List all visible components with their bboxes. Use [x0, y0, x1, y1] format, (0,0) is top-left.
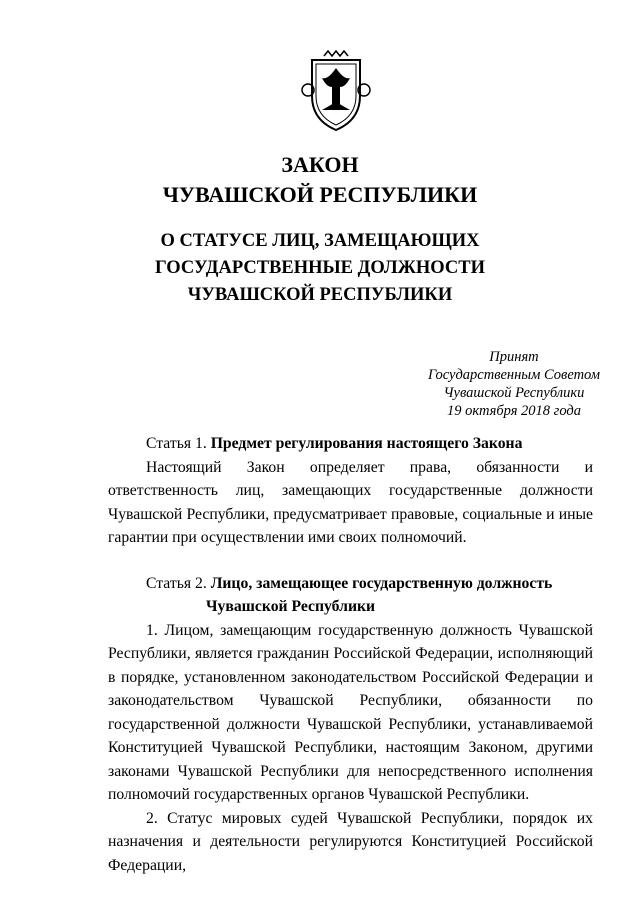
- adoption-line: Чувашской Республики: [443, 385, 585, 401]
- subtitle-line: ГОСУДАРСТВЕННЫЕ ДОЛЖНОСТИ: [154, 258, 486, 278]
- article-2-heading: [108, 572, 593, 619]
- law-title: [0, 150, 640, 210]
- title-line: ЧУВАШСКОЙ РЕСПУБЛИКИ: [162, 182, 478, 207]
- law-body: [108, 432, 593, 877]
- adoption-line: Государственным Советом: [427, 367, 600, 383]
- article-2-title: Лицо, замещающее государственную должность Чувашской Республики: [206, 574, 553, 615]
- article-1-text: Настоящий Закон определяет права, обязанности и ответственность лиц, замещающих государственные должности Чувашской Республики, предусматривает правовые, социальные и иные гарантии при осуществлении ими своих полномочий.: [108, 458, 593, 546]
- article-2-prefix: Статья 2.: [146, 574, 207, 592]
- article-1-title: Предмет регулирования настоящего Закона: [210, 435, 523, 452]
- adoption-line: Принят: [489, 349, 539, 365]
- law-subtitle: [0, 228, 640, 309]
- article-1-prefix: Статья 1.: [146, 435, 207, 452]
- subtitle-line: О СТАТУСЕ ЛИЦ, ЗАМЕЩАЮЩИХ: [160, 231, 480, 251]
- article-1-heading: [146, 432, 593, 456]
- article-2-para-1: 1. Лицом, замещающим государственную должность Чувашской Республики, является гражданин Российской Федерации, исполняющий в порядке, установленном законодательством Российской Федерации и законодательством Чувашской Республики, обязанности по государственной должности Чувашской Республики, устанавливаемой Конституцией Чувашской Республики, настоящим Законом, другими законами Чувашской Республики для непосредственного исполнения полномочий государственных органов Чувашской Республики.: [108, 621, 593, 803]
- adoption-note: [428, 348, 600, 420]
- subtitle-line: ЧУВАШСКОЙ РЕСПУБЛИКИ: [187, 285, 453, 305]
- article-2-para-2: 2. Статус мировых судей Чувашской Республики, порядок их назначения и деятельности регулируются Конституцией Российской Федерации,: [108, 809, 593, 874]
- adoption-date: 19 октября 2018 года: [446, 403, 581, 419]
- title-line: ЗАКОН: [281, 152, 359, 177]
- chuvash-emblem-icon: [300, 50, 372, 132]
